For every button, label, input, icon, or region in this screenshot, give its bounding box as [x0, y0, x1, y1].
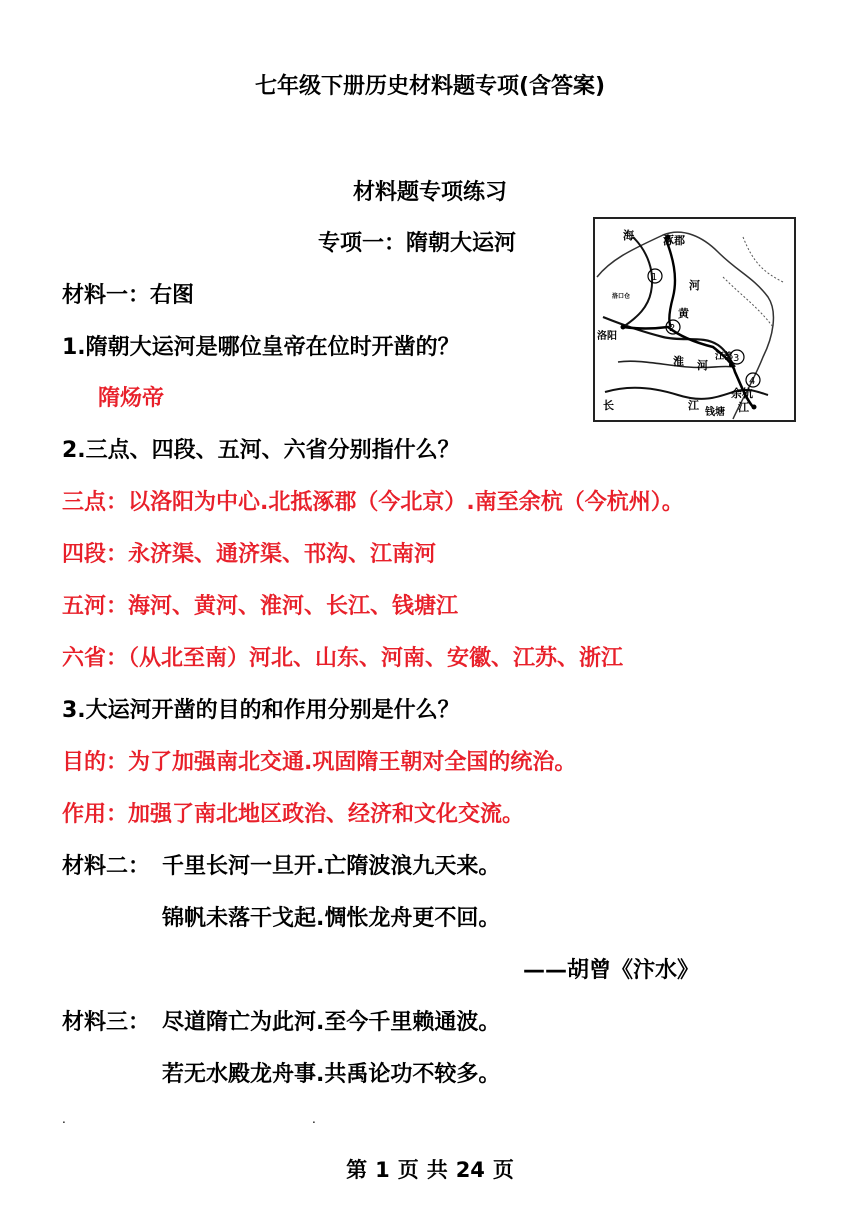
map-segment-number: 3: [733, 353, 740, 364]
footer-ye: 页: [492, 1158, 514, 1182]
map-label-luoyang: 洛阳: [597, 331, 617, 342]
question-2: 2.三点、四段、五河、六省分别指什么？: [62, 438, 460, 463]
section-title: 材料题专项练习: [352, 180, 507, 205]
decorative-dot: .: [312, 1112, 316, 1126]
answer-2-sections: 四段：永济渠、通济渠、邗沟、江南河: [62, 542, 437, 567]
map-label-he-north: 河: [689, 279, 700, 292]
question-1: 1.隋朝大运河是哪位皇帝在位时开凿的？: [62, 335, 460, 360]
material-3-line-2: 若无水殿龙舟事.共禹论功不较多。: [162, 1062, 501, 1087]
page-number: 1: [375, 1158, 390, 1182]
map-segment-number: 1: [651, 272, 658, 283]
map-segment-number: 2: [669, 323, 676, 334]
map-label-jiangdu: 江都: [715, 352, 734, 362]
material-2-source: ——胡曾《汴水》: [523, 958, 700, 983]
answer-2-provinces: 六省：（从北至南）河北、山东、河南、安徽、江苏、浙江: [62, 646, 624, 671]
footer-di: 第: [346, 1158, 368, 1182]
answer-2-rivers: 五河：海河、黄河、淮河、长江、钱塘江: [62, 594, 459, 619]
answer-1: 隋炀帝: [98, 386, 165, 411]
map-label-yuhang: 余杭: [731, 387, 753, 400]
material-3-line-1: 尽道隋亡为此河.至今千里赖通波。: [162, 1010, 501, 1035]
map-label-luokou: 洛口仓: [612, 293, 631, 300]
map-label-jiang: 江: [688, 399, 699, 412]
map-segment-number: 4: [749, 376, 756, 387]
decorative-dot: .: [62, 1112, 66, 1126]
map-label-qiantang-jiang: 江: [738, 401, 749, 414]
map-label-chang: 长: [603, 399, 614, 412]
footer-ye: 页: [397, 1158, 419, 1182]
material-1-label: 材料一：右图: [62, 283, 195, 308]
material-2-label: 材料二：: [62, 854, 151, 879]
material-3-label: 材料三：: [62, 1010, 151, 1035]
material-2-line-1: 千里长河一旦开.亡隋波浪九天来。: [162, 854, 501, 879]
map-label-qiantang: 钱塘: [705, 407, 725, 418]
map-label-zhuojun: 涿郡: [663, 234, 685, 247]
answer-2-points: 三点：以洛阳为中心.北抵涿郡（今北京）.南至余杭（今杭州）。: [62, 490, 684, 515]
map-label-he-huai: 河: [697, 359, 708, 372]
material-2-line-2: 锦帆未落干戈起.惆怅龙舟更不回。: [162, 906, 501, 931]
document-title: 七年级下册历史材料题专项(含答案): [254, 74, 606, 99]
total-pages: 24: [455, 1158, 485, 1182]
answer-3-purpose: 目的：为了加强南北交通.巩固隋王朝对全国的统治。: [62, 750, 577, 775]
map-label-huai: 淮: [673, 355, 684, 368]
answer-3-effect: 作用：加强了南北地区政治、经济和文化交流。: [62, 802, 525, 827]
map-label-huang: 黄: [678, 307, 689, 320]
topic-title: 专项一：隋朝大运河: [318, 231, 517, 256]
question-3: 3.大运河开凿的目的和作用分别是什么？: [62, 698, 460, 723]
page-footer: [0, 1157, 860, 1183]
map-label-hai: 海: [623, 229, 634, 242]
grand-canal-map: [593, 217, 796, 422]
footer-gong: 共: [426, 1158, 448, 1182]
